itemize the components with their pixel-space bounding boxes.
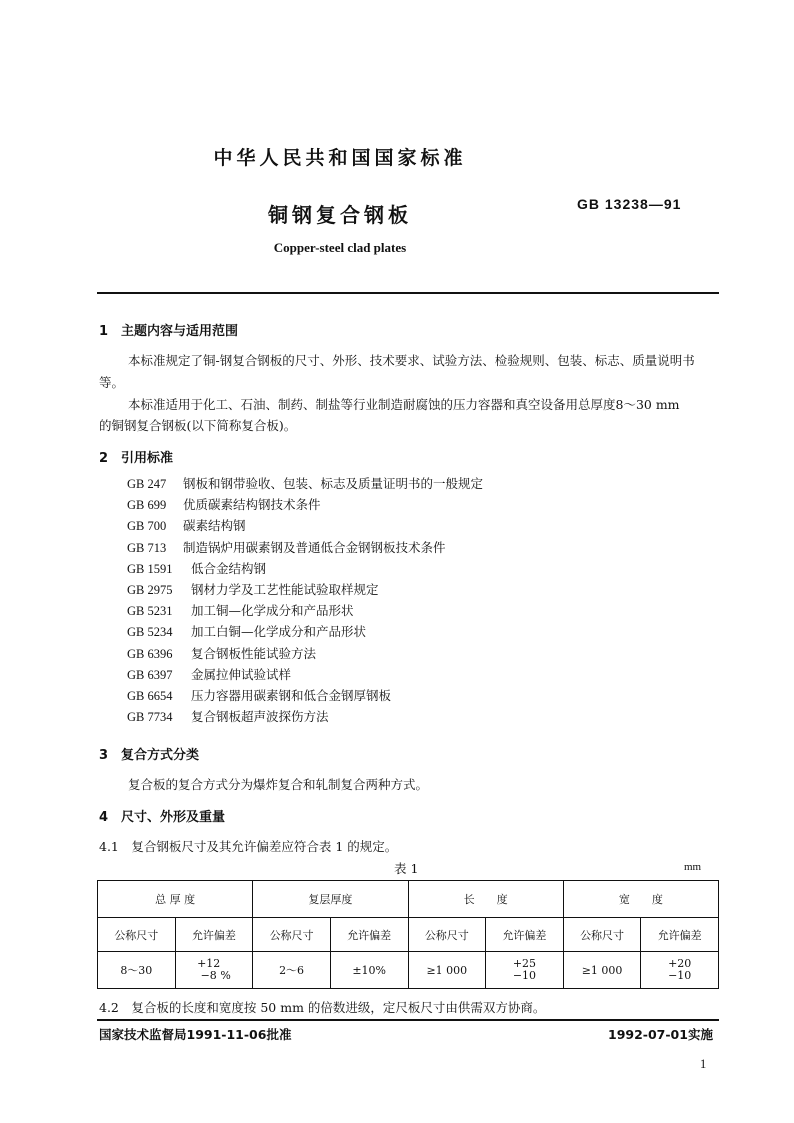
table-subheader-row bbox=[98, 918, 719, 952]
group-header-length: 长 度 bbox=[408, 881, 563, 918]
section-1-heading: 1 主题内容与适用范围 bbox=[99, 324, 239, 339]
tolerance-stack bbox=[668, 958, 691, 982]
list-item bbox=[127, 537, 483, 558]
subheader-nominal: 公称尺寸 bbox=[563, 918, 641, 952]
tolerance-plus: +20 bbox=[668, 957, 692, 970]
english-title: Copper-steel clad plates bbox=[273, 240, 407, 255]
section-3-paragraph: 复合板的复合方式分为爆炸复合和轧制复合两种方式。 bbox=[128, 777, 429, 792]
implementation-date: 1992-07-01实施 bbox=[608, 1027, 713, 1042]
ref-title: 复合钢板超声波探伤方法 bbox=[191, 709, 329, 725]
ref-code: GB 6396 bbox=[127, 646, 173, 661]
table-unit: mm bbox=[684, 861, 702, 873]
width-tolerance bbox=[641, 952, 719, 989]
subheader-nominal: 公称尺寸 bbox=[253, 918, 331, 952]
group-header-total-thickness: 总 厚 度 bbox=[98, 881, 253, 918]
ref-code: GB 7734 bbox=[127, 710, 173, 725]
subheader-tolerance: 允许偏差 bbox=[641, 918, 719, 952]
tolerance-unit: % bbox=[220, 969, 231, 982]
clause-4-1: 4.1 复合钢板尺寸及其允许偏差应符合表 1 的规定。 bbox=[99, 839, 398, 854]
clause-4-2: 4.2 复合板的长度和宽度按 50 mm 的倍数进级，定尺板尺寸由供需双方协商。 bbox=[99, 1000, 546, 1015]
total-thickness-tolerance bbox=[175, 952, 253, 989]
table-header-row bbox=[98, 881, 719, 918]
section-1-paragraph-2-line-2: 的铜钢复合钢板(以下简称复合板)。 bbox=[99, 418, 297, 433]
ref-code: GB 6397 bbox=[127, 667, 173, 682]
ref-title: 优质碳素结构钢技术条件 bbox=[183, 497, 321, 513]
list-item bbox=[127, 643, 483, 664]
list-item bbox=[127, 664, 483, 685]
ref-code: GB 699 bbox=[127, 498, 167, 513]
ref-title: 碳素结构钢 bbox=[183, 518, 246, 534]
dimension-tolerance-table bbox=[97, 880, 719, 989]
approval-line: 国家技术监督局1991-11-06批准 bbox=[99, 1027, 292, 1042]
document-title: 铜钢复合钢板 bbox=[268, 203, 412, 227]
list-item bbox=[127, 494, 483, 515]
section-1-paragraph-2-line-1: 本标准适用于化工、石油、制药、制盐等行业制造耐腐蚀的压力容器和真空设备用总厚度8～30 mm bbox=[128, 397, 680, 412]
tolerance-plus: +12 bbox=[197, 957, 221, 970]
group-header-width: 宽 度 bbox=[563, 881, 718, 918]
standard-number: GB 13238—91 bbox=[577, 196, 682, 212]
footer-rule bbox=[97, 1019, 719, 1021]
subheader-tolerance: 允许偏差 bbox=[175, 918, 253, 952]
ref-title: 低合金结构钢 bbox=[191, 560, 267, 576]
ref-title: 金属拉伸试验试样 bbox=[191, 666, 292, 682]
page-number: 1 bbox=[700, 1057, 707, 1071]
list-item bbox=[127, 621, 483, 642]
list-item bbox=[127, 579, 483, 600]
section-1-paragraph-1-line-2: 等。 bbox=[99, 375, 125, 390]
section-1-paragraph-1-line-1: 本标准规定了铜-钢复合钢板的尺寸、外形、技术要求、试验方法、检验规则、包装、标志、质量说明书 bbox=[128, 353, 695, 368]
section-2-heading: 2 引用标准 bbox=[99, 451, 174, 466]
tolerance-minus: −10 bbox=[512, 969, 537, 982]
list-item bbox=[127, 706, 483, 727]
subheader-tolerance: 允许偏差 bbox=[486, 918, 564, 952]
section-4-heading: 4 尺寸、外形及重量 bbox=[99, 810, 226, 825]
tolerance-stack bbox=[513, 958, 536, 982]
ref-title: 复合钢板性能试验方法 bbox=[191, 645, 317, 661]
ref-code: GB 6654 bbox=[127, 688, 173, 703]
referenced-standards-list bbox=[127, 473, 483, 727]
section-3-heading: 3 复合方式分类 bbox=[99, 748, 200, 763]
list-item bbox=[127, 685, 483, 706]
table-caption: 表 1 bbox=[394, 861, 419, 876]
length-tolerance bbox=[486, 952, 564, 989]
list-item bbox=[127, 558, 483, 579]
total-thickness-nominal: 8～30 bbox=[98, 952, 176, 989]
tolerance-plus: +25 bbox=[512, 957, 537, 970]
tolerance-minus: −10 bbox=[668, 969, 692, 982]
subheader-nominal: 公称尺寸 bbox=[408, 918, 486, 952]
ref-code: GB 5231 bbox=[127, 604, 173, 619]
clad-thickness-nominal: 2～6 bbox=[253, 952, 331, 989]
clad-thickness-tolerance: ±10% bbox=[330, 952, 408, 989]
subheader-nominal: 公称尺寸 bbox=[98, 918, 176, 952]
national-standard-heading: 中华人民共和国国家标准 bbox=[213, 147, 467, 169]
list-item bbox=[127, 473, 483, 494]
ref-title: 钢材力学及工艺性能试验取样规定 bbox=[191, 581, 379, 597]
ref-code: GB 2975 bbox=[127, 582, 173, 597]
list-item bbox=[127, 515, 483, 536]
ref-title: 加工铜—化学成分和产品形状 bbox=[191, 603, 354, 619]
tolerance-minus: −8 bbox=[200, 969, 217, 982]
subheader-tolerance: 允许偏差 bbox=[330, 918, 408, 952]
header-rule bbox=[97, 292, 719, 294]
tolerance-stack bbox=[197, 958, 220, 982]
ref-code: GB 700 bbox=[127, 519, 167, 534]
length-nominal: ≥1 000 bbox=[408, 952, 486, 989]
list-item bbox=[127, 600, 483, 621]
width-nominal: ≥1 000 bbox=[563, 952, 641, 989]
ref-title: 加工白铜—化学成分和产品形状 bbox=[191, 624, 367, 640]
ref-code: GB 5234 bbox=[127, 625, 173, 640]
ref-title: 制造锅炉用碳素钢及普通低合金钢钢板技术条件 bbox=[183, 539, 446, 555]
table-row bbox=[98, 952, 719, 989]
ref-code: GB 1591 bbox=[127, 561, 173, 576]
ref-code: GB 713 bbox=[127, 540, 167, 555]
ref-title: 压力容器用碳素钢和低合金钢厚钢板 bbox=[191, 687, 392, 703]
ref-code: GB 247 bbox=[127, 477, 167, 491]
ref-title: 钢板和钢带验收、包装、标志及质量证明书的一般规定 bbox=[183, 476, 484, 491]
group-header-clad-thickness: 复层厚度 bbox=[253, 881, 408, 918]
